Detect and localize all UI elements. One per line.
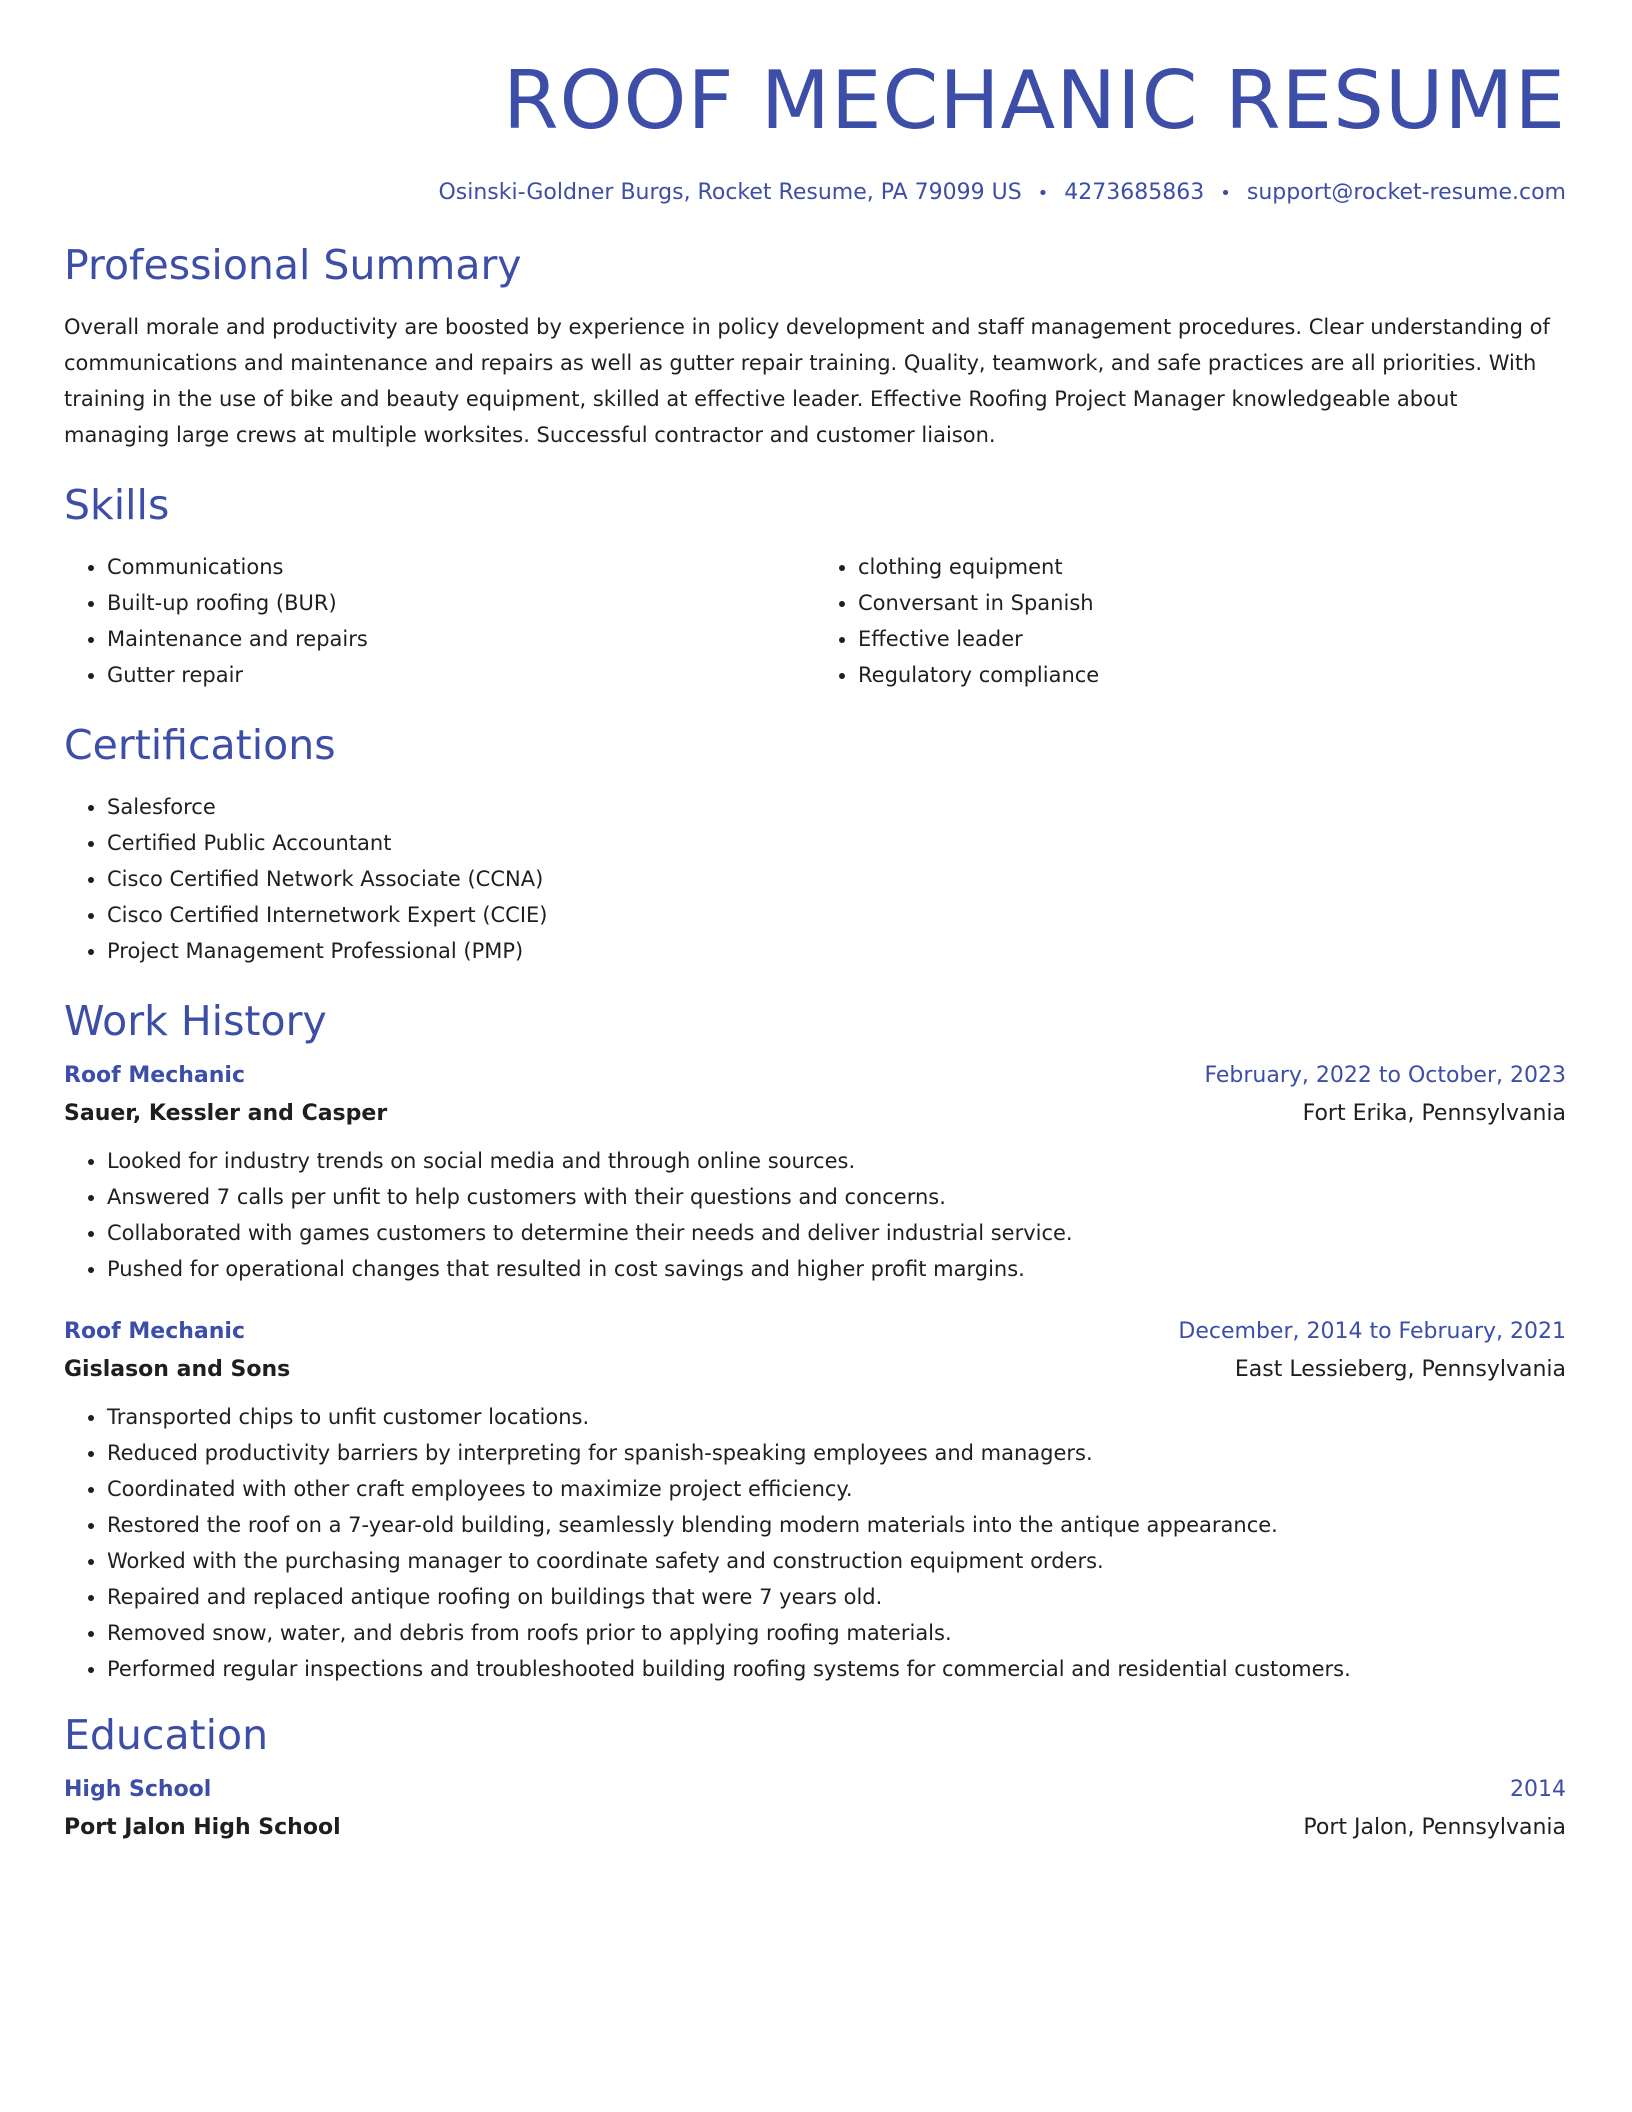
job-title-row — [64, 1313, 1566, 1351]
job-duty: • Answered 7 calls per unfit to help customers with their questions and concerns. — [107, 1179, 1566, 1215]
certification-item: • Project Management Professional (PMP) — [107, 933, 1566, 969]
job-dates: February, 2022 to October, 2023 — [1204, 1063, 1566, 1088]
work-history-heading: Work History — [64, 997, 327, 1045]
skill-item: • Effective leader — [858, 621, 1566, 657]
job-entry — [64, 1313, 1566, 1687]
contact-address: Osinski-Goldner Burgs, Rocket Resume, PA 79099 US — [438, 180, 1022, 205]
education-school: Port Jalon High School — [64, 1815, 341, 1840]
job-title-row — [64, 1057, 1566, 1095]
skills-list-right — [815, 549, 1566, 693]
skills-columns — [64, 549, 1566, 693]
skills-list-left — [64, 549, 815, 693]
job-company-row — [64, 1095, 1566, 1133]
contact-line — [64, 178, 1566, 209]
resume-header — [64, 52, 1566, 209]
job-duty: • Repaired and replaced antique roofing on buildings that were 7 years old. — [107, 1579, 1566, 1615]
job-duty: • Transported chips to unfit customer locations. — [107, 1399, 1566, 1435]
job-duty: • Coordinated with other craft employees to maximize project efficiency. — [107, 1471, 1566, 1507]
job-duty: • Removed snow, water, and debris from roofs prior to applying roofing materials. — [107, 1615, 1566, 1651]
certifications-list — [64, 789, 1566, 969]
certifications-section — [64, 719, 1566, 969]
summary-text: Overall morale and productivity are boosted by experience in policy development and staff management procedures. Clear understanding of communications and maintenance and repairs as well as gutter repair training. Quality, teamwork, and safe practices are all priorities. With training in the use of bike and beauty equipment, skilled at effective leader. Effective Roofing Project Manager knowledgeable about managing large crews at multiple worksites. Successful contractor and customer liaison. — [64, 315, 1550, 447]
job-location: East Lessieberg, Pennsylvania — [1234, 1357, 1566, 1382]
education-degree-row — [64, 1771, 1566, 1809]
job-company: Sauer, Kessler and Casper — [64, 1101, 388, 1126]
certification-item: • Salesforce — [107, 789, 1566, 825]
job-role: Roof Mechanic — [64, 1063, 246, 1088]
skill-item: • Gutter repair — [107, 657, 815, 693]
summary-heading: Professional Summary — [64, 241, 522, 289]
contact-separator: • — [1220, 183, 1231, 204]
contact-email: support@rocket-resume.com — [1246, 180, 1566, 205]
skill-item: • clothing equipment — [858, 549, 1566, 585]
job-duty: • Performed regular inspections and troubleshooted building roofing systems for commercial and residential customers. — [107, 1651, 1566, 1687]
contact-phone: 4273685863 — [1064, 180, 1205, 205]
resume-page — [64, 52, 1566, 1847]
education-heading: Education — [64, 1711, 269, 1759]
education-degree: High School — [64, 1777, 212, 1802]
education-section — [64, 1709, 1566, 1847]
job-company: Gislason and Sons — [64, 1357, 291, 1382]
work-history-section — [64, 995, 1566, 1687]
resume-title: ROOF MECHANIC RESUME — [502, 54, 1566, 147]
job-duty: • Reduced productivity barriers by interpreting for spanish-speaking employees and managers. — [107, 1435, 1566, 1471]
job-duty: • Worked with the purchasing manager to coordinate safety and construction equipment orders. — [107, 1543, 1566, 1579]
job-company-row — [64, 1351, 1566, 1389]
certifications-heading: Certifications — [64, 721, 336, 769]
skills-heading: Skills — [64, 481, 170, 529]
education-school-row — [64, 1809, 1566, 1847]
job-duty: • Restored the roof on a 7-year-old building, seamlessly blending modern materials into the antique appearance. — [107, 1507, 1566, 1543]
summary-section — [64, 239, 1566, 453]
certification-item: • Cisco Certified Internetwork Expert (CCIE) — [107, 897, 1566, 933]
education-location: Port Jalon, Pennsylvania — [1303, 1815, 1566, 1840]
contact-separator: • — [1037, 183, 1049, 204]
education-year: 2014 — [1510, 1777, 1566, 1802]
skill-item: • Communications — [107, 549, 815, 585]
job-entry — [64, 1057, 1566, 1287]
job-duty: • Looked for industry trends on social media and through online sources. — [107, 1143, 1566, 1179]
skills-section — [64, 479, 1566, 693]
job-location: Fort Erika, Pennsylvania — [1302, 1101, 1566, 1126]
certification-item: • Cisco Certified Network Associate (CCNA) — [107, 861, 1566, 897]
certification-item: • Certified Public Accountant — [107, 825, 1566, 861]
job-duties-list — [64, 1143, 1566, 1287]
job-dates: December, 2014 to February, 2021 — [1178, 1319, 1566, 1344]
job-duty: • Collaborated with games customers to determine their needs and deliver industrial service. — [107, 1215, 1566, 1251]
skill-item: • Regulatory compliance — [858, 657, 1566, 693]
skill-item: • Built-up roofing (BUR) — [107, 585, 815, 621]
skill-item: • Maintenance and repairs — [107, 621, 815, 657]
job-duties-list — [64, 1399, 1566, 1687]
job-duty: • Pushed for operational changes that resulted in cost savings and higher profit margins. — [107, 1251, 1566, 1287]
skill-item: • Conversant in Spanish — [858, 585, 1566, 621]
job-role: Roof Mechanic — [64, 1319, 246, 1344]
